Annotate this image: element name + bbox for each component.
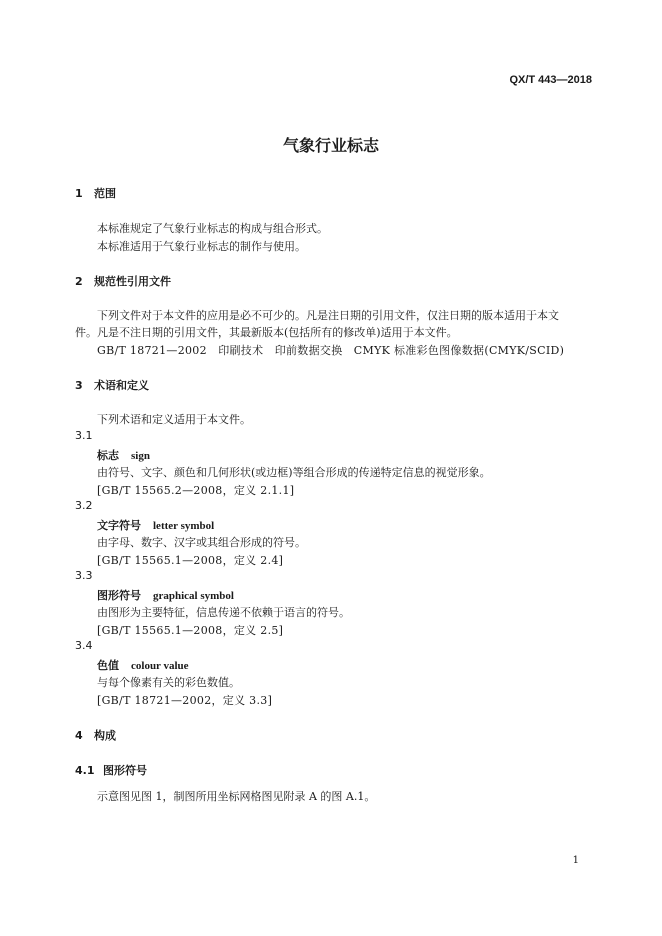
term-definition: 由符号、文字、颜色和几何形状(或边框)等组合形成的传递特定信息的视觉形象。 (97, 466, 491, 479)
section-4-heading (75, 727, 116, 743)
term-heading (97, 587, 234, 603)
section-number: 3 (75, 379, 83, 392)
normative-reference: GB/T 18721—2002 印刷技术 印前数据交换 CMYK 标准彩色图像数据(CMYK/SCID) (97, 344, 565, 357)
paragraph: 件。凡是不注日期的引用文件，其最新版本(包括所有的修改单)适用于本文件。 (75, 326, 458, 339)
term-heading (97, 657, 189, 673)
section-3-heading (75, 377, 149, 393)
page-number: 1 (572, 855, 579, 866)
term-en: sign (131, 450, 150, 462)
section-title: 构成 (94, 729, 116, 742)
term-heading (97, 517, 214, 533)
term-number: 3.1 (75, 429, 93, 442)
term-en: graphical symbol (153, 590, 234, 602)
section-number: 2 (75, 275, 83, 288)
paragraph: 本标准规定了气象行业标志的构成与组合形式。 (97, 222, 328, 235)
subsection-title: 图形符号 (103, 764, 147, 777)
term-definition: 与每个像素有关的彩色数值。 (97, 676, 240, 689)
subsection-number: 4.1 (75, 764, 95, 777)
paragraph: 本标准适用于气象行业标志的制作与使用。 (97, 240, 306, 253)
term-zh: 标志 (97, 449, 119, 462)
term-en: letter symbol (153, 520, 215, 532)
term-source: [GB/T 18721—2002，定义 3.3] (97, 694, 273, 707)
standard-code: QX/T 443—2018 (509, 74, 592, 86)
term-number: 3.4 (75, 639, 93, 652)
section-number: 4 (75, 729, 83, 742)
term-en: colour value (131, 660, 189, 672)
term-zh: 色值 (97, 659, 119, 672)
term-source: [GB/T 15565.2—2008，定义 2.1.1] (97, 484, 295, 497)
term-definition: 由字母、数字、汉字或其组合形成的符号。 (97, 536, 306, 549)
paragraph: 下列术语和定义适用于本文件。 (97, 413, 251, 426)
section-title: 术语和定义 (94, 379, 149, 392)
section-2-heading (75, 273, 171, 289)
section-1-heading (75, 185, 116, 201)
section-title: 范围 (94, 187, 116, 200)
term-source: [GB/T 15565.1—2008，定义 2.5] (97, 624, 284, 637)
paragraph: 下列文件对于本文件的应用是必不可少的。凡是注日期的引用文件，仅注日期的版本适用于本文 (97, 309, 559, 322)
term-number: 3.3 (75, 569, 93, 582)
term-source: [GB/T 15565.1—2008，定义 2.4] (97, 554, 284, 567)
paragraph: 示意图见图 1，制图所用坐标网格图见附录 A 的图 A.1。 (97, 790, 376, 803)
term-zh: 图形符号 (97, 589, 141, 602)
term-number: 3.2 (75, 499, 93, 512)
section-number: 1 (75, 187, 83, 200)
term-zh: 文字符号 (97, 519, 141, 532)
section-title: 规范性引用文件 (94, 275, 171, 288)
term-definition: 由图形为主要特征，信息传递不依赖于语言的符号。 (97, 606, 350, 619)
section-4-1-heading (75, 762, 147, 778)
document-title: 气象行业标志 (282, 136, 379, 155)
term-heading (97, 447, 150, 463)
